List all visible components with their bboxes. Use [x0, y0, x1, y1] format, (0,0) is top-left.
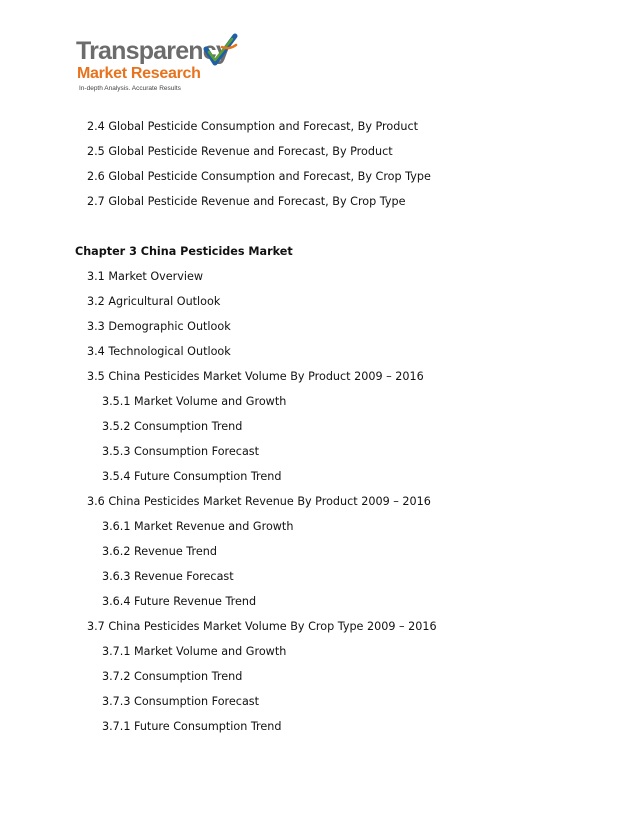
toc-item: 2.4 Global Pesticide Consumption and Forecast, By Product — [87, 120, 418, 133]
toc-subitem: 3.6.1 Market Revenue and Growth — [102, 520, 294, 533]
toc-subitem: 3.7.3 Consumption Forecast — [102, 695, 260, 708]
toc-item: 3.3 Demographic Outlook — [87, 320, 231, 333]
toc-subitem: 3.6.3 Revenue Forecast — [102, 570, 234, 583]
logo-subtitle: Market Research — [77, 65, 201, 82]
toc-item: 2.5 Global Pesticide Revenue and Forecast, By Product — [87, 145, 393, 158]
toc-subitem: 3.5.1 Market Volume and Growth — [102, 395, 287, 408]
toc-item: 3.1 Market Overview — [87, 270, 204, 283]
toc-subitem: 3.6.2 Revenue Trend — [102, 545, 217, 558]
toc-item: 3.6 China Pesticides Market Revenue By Product 2009 – 2016 — [87, 495, 431, 508]
toc-item: 2.6 Global Pesticide Consumption and Forecast, By Crop Type — [87, 170, 431, 183]
toc-subitem: 3.5.3 Consumption Forecast — [102, 445, 260, 458]
toc-subitem: 3.5.2 Consumption Trend — [102, 420, 243, 433]
toc-item: 2.7 Global Pesticide Revenue and Forecast, By Crop Type — [87, 195, 406, 208]
logo-tagline: In-depth Analysis. Accurate Results — [79, 85, 181, 92]
toc-subitem: 3.7.1 Market Volume and Growth — [102, 645, 287, 658]
toc-item: 3.7 China Pesticides Market Volume By Crop Type 2009 – 2016 — [87, 620, 437, 633]
toc-subitem: 3.6.4 Future Revenue Trend — [102, 595, 257, 608]
toc-item: 3.2 Agricultural Outlook — [87, 295, 221, 308]
toc-subitem: 3.5.4 Future Consumption Trend — [102, 470, 282, 483]
toc-item: 3.4 Technological Outlook — [87, 345, 231, 358]
toc-subitem: 3.7.2 Consumption Trend — [102, 670, 243, 683]
toc-subitem: 3.7.1 Future Consumption Trend — [102, 720, 282, 733]
toc-item: 3.5 China Pesticides Market Volume By Product 2009 – 2016 — [87, 370, 424, 383]
logo-name: Transparency — [76, 37, 229, 65]
chapter-heading: Chapter 3 China Pesticides Market — [75, 245, 293, 258]
